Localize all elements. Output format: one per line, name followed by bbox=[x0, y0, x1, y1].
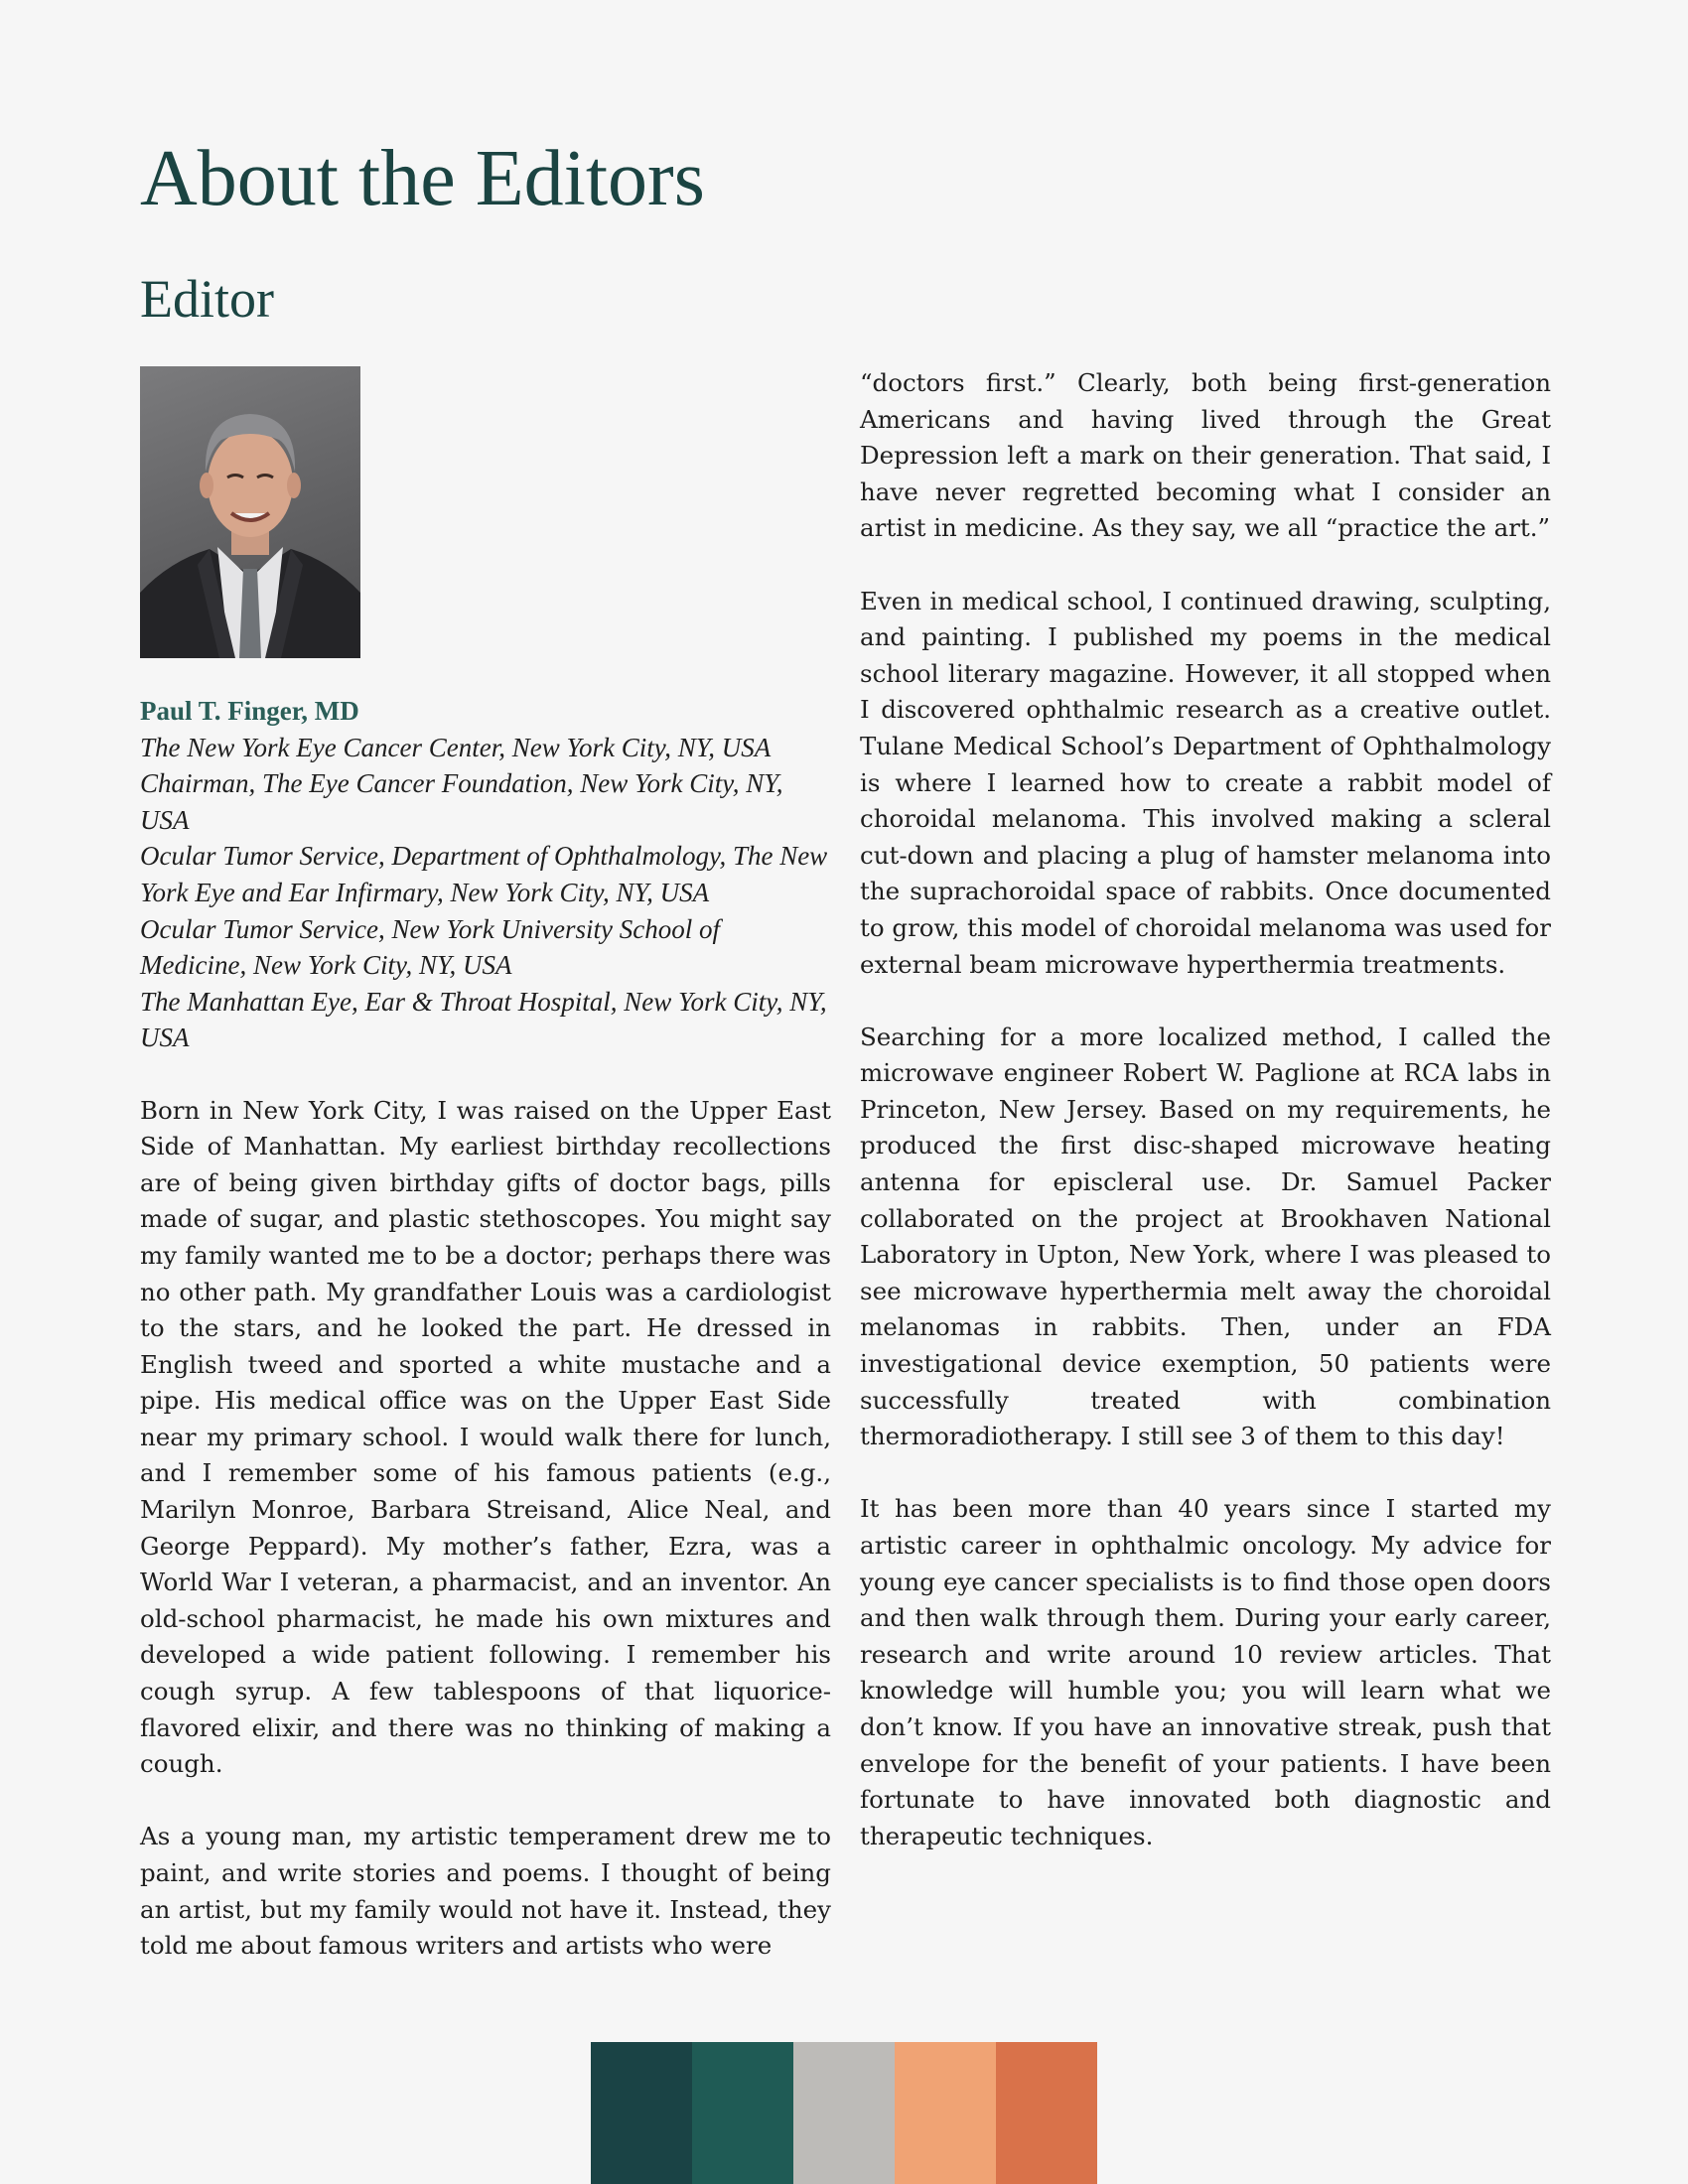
body-paragraph: As a young man, my artistic temperament drew me to paint, and write stories and poems. I thought of being an artist, but my family would not have it. Instead, they told me about famous writers and artists who were bbox=[140, 1822, 831, 1961]
right-column bbox=[860, 365, 1551, 1891]
page-title: About the Editors bbox=[140, 135, 705, 222]
section-title: Editor bbox=[140, 269, 274, 329]
color-swatch bbox=[591, 2042, 692, 2184]
body-paragraph: It has been more than 40 years since I started my artistic career in ophthalmic oncology. My advice for young eye cancer specialists is to find those open doors and then walk through them. During your early career, research and write around 10 review articles. That knowledge will humble you; you will learn what we don’t know. If you have an innovative streak, push that envelope for the benefit of your patients. I have been fortunate to have innovated both diagnostic and therapeutic techniques. bbox=[860, 1494, 1551, 1850]
affiliation: Chairman, The Eye Cancer Foundation, New York City, NY, USA bbox=[140, 768, 783, 835]
body-paragraph: “doctors first.” Clearly, both being first-generation Americans and having lived through the Great Depression left a mark on their generation. That said, I have never regretted becoming what I consider an artist in medicine. As they say, we all “practice the art.” bbox=[860, 368, 1551, 543]
portrait-image bbox=[140, 366, 360, 658]
affiliation: The New York Eye Cancer Center, New York City, NY, USA bbox=[140, 732, 772, 762]
color-palette-bar bbox=[591, 2042, 1097, 2184]
body-paragraph: Even in medical school, I continued drawing, sculpting, and painting. I published my poems in the medical school literary magazine. However, it all stopped when I discovered ophthalmic research as a creative outlet. Tulane Medical School’s Department of Ophthalmology is where I learned how to create a rabbit model of choroidal melanoma. This involved making a scleral cut-down and placing a plug of hamster melanoma into the suprachoroidal space of rabbits. Once documented to grow, this model of choroidal melanoma was used for external beam microwave hyperthermia treatments. bbox=[860, 586, 1551, 979]
color-swatch bbox=[793, 2042, 895, 2184]
color-swatch bbox=[996, 2042, 1097, 2184]
color-swatch bbox=[895, 2042, 996, 2184]
affiliation: The Manhattan Eye, Ear & Throat Hospital, New York City, NY, USA bbox=[140, 986, 827, 1053]
affiliation: Ocular Tumor Service, New York University School of Medicine, New York City, NY, USA bbox=[140, 913, 720, 981]
author-affiliations bbox=[140, 730, 831, 1056]
author-name: Paul T. Finger, MD bbox=[140, 696, 359, 726]
body-paragraph: Born in New York City, I was raised on the Upper East Side of Manhattan. My earliest birthday recollections are of being given birthday gifts of doctor bags, pills made of sugar, and plastic stethoscopes. You might say my family wanted me to be a doctor; perhaps there was no other path. My grandfather Louis was a cardiologist to the stars, and he looked the part. He dressed in English tweed and sported a white mustache and a pipe. His medical office was on the Upper East Side near my primary school. I would walk there for lunch, and I remember some of his famous patients (e.g., Marilyn Monroe, Barbara Streisand, Alice Neal, and George Peppard). My mother’s father, Ezra, was a World War I veteran, a pharmacist, and an inventor. An old-school pharmacist, he made his own mixtures and developed a wide patient following. I remember his cough syrup. A few tablespoons of that liquorice-flavored elixir, and there was no thinking of making a cough. bbox=[140, 1095, 831, 1779]
color-swatch bbox=[692, 2042, 793, 2184]
left-column bbox=[140, 693, 831, 2000]
body-paragraph: Searching for a more localized method, I called the microwave engineer Robert W. Paglione at RCA labs in Princeton, New Jersey. Based on my requirements, he produced the first disc-shaped microwave heating antenna for episcleral use. Dr. Samuel Packer collaborated on the project at Brookhaven National Laboratory in Upton, New York, where I was pleased to see microwave hyperthermia melt away the choroidal melanomas in rabbits. Then, under an FDA investigational device exemption, 50 patients were successfully treated with combination thermoradiotherapy. I still see 3 of them to this day! bbox=[860, 1022, 1551, 1451]
author-photo bbox=[140, 366, 360, 658]
affiliation: Ocular Tumor Service, Department of Ophthalmology, The New York Eye and Ear Infirmary, New York City, NY, USA bbox=[140, 841, 828, 907]
